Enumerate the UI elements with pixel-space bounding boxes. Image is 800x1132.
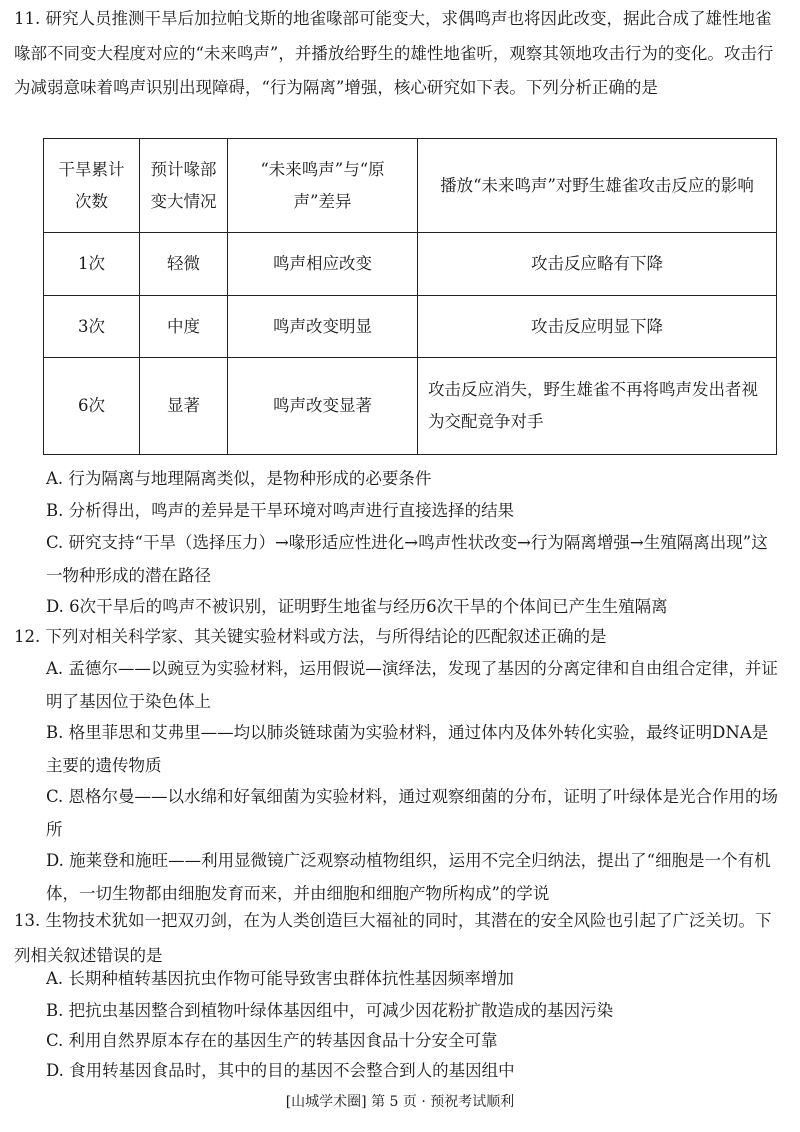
table-cell: 攻击反应明显下降: [418, 296, 777, 358]
question-11-stem: 11. 研究人员推测干旱后加拉帕戈斯的地雀喙部可能变大，求偶鸣声也将因此改变，据此合成了雄性地雀喙部不同变大程度对应的“未来鸣声”，并播放给野生的雄性地雀听，观察其领地攻击行为的变化。攻击行为减弱意味着鸣声识别出现障碍，“行为隔离”增强，核心研究如下表。下列分析正确的是: [14, 9, 774, 97]
table-cell: 中度: [140, 296, 228, 358]
table-header-cell: 预计喙部变大情况: [140, 139, 228, 233]
table-header-cell: 干旱累计次数: [44, 139, 140, 233]
question-12-stem: 12. 下列对相关科学家、其关键实验材料或方法，与所得结论的匹配叙述正确的是: [14, 627, 607, 646]
table-header-cell: 播放“未来鸣声”对野生雄雀攻击反应的影响: [418, 139, 777, 233]
table-cell: 3次: [44, 296, 140, 358]
table-row: [44, 358, 777, 455]
question-13-stem: 13. 生物技术犹如一把双刃剑，在为人类创造巨大福祉的同时，其潜在的安全风险也引起了广泛关切。下列相关叙述错误的是: [14, 911, 772, 965]
table-cell: 6次: [44, 358, 140, 455]
table-cell: 攻击反应略有下降: [418, 233, 777, 296]
question-12-option-a[interactable]: A. 孟德尔——以豌豆为实验材料，运用假说—演绎法，发现了基因的分离定律和自由组合定律，并证明了基因位于染色体上: [46, 659, 778, 711]
question-13-option-b[interactable]: B. 把抗虫基因整合到植物叶绿体基因组中，可减少因花粉扩散造成的基因污染: [46, 1001, 614, 1020]
table-cell: 鸣声改变明显: [228, 296, 418, 358]
table-cell: 显著: [140, 358, 228, 455]
table-row: [44, 233, 777, 296]
table-cell: 轻微: [140, 233, 228, 296]
question-12-option-b[interactable]: B. 格里菲思和艾弗里——均以肺炎链球菌为实验材料，通过体内及体外转化实验，最终证明DNA是主要的遗传物质: [46, 723, 769, 775]
table-row: [44, 296, 777, 358]
question-13-option-c[interactable]: C. 利用自然界原本存在的基因生产的转基因食品十分安全可靠: [46, 1031, 498, 1050]
question-11-option-a[interactable]: A. 行为隔离与地理隔离类似，是物种形成的必要条件: [46, 469, 432, 488]
question-13-option-d[interactable]: D. 食用转基因食品时，其中的目的基因不会整合到人的基因组中: [46, 1061, 515, 1080]
page-footer: [山城学术圈] 第 5 页 · 预祝考试顺利: [285, 1094, 515, 1110]
table-header-cell: “未来鸣声”与“原声”差异: [228, 139, 418, 233]
table-cell: 鸣声相应改变: [228, 233, 418, 296]
table-header-row: [44, 139, 777, 233]
table-cell: 攻击反应消失，野生雄雀不再将鸣声发出者视为交配竞争对手: [418, 358, 777, 455]
question-11-option-b[interactable]: B. 分析得出，鸣声的差异是干旱环境对鸣声进行直接选择的结果: [46, 501, 515, 520]
question-12-option-c[interactable]: C. 恩格尔曼——以水绵和好氧细菌为实验材料，通过观察细菌的分布，证明了叶绿体是光合作用的场所: [46, 787, 779, 839]
question-12-option-d[interactable]: D. 施莱登和施旺——利用显微镜广泛观察动植物组织，运用不完全归纳法，提出了“细胞是一个有机体，一切生物都由细胞发育而来，并由细胞和细胞产物所构成”的学说: [46, 851, 771, 903]
table-cell: 鸣声改变显著: [228, 358, 418, 455]
question-11-option-d[interactable]: D. 6次干旱后的鸣声不被识别，证明野生地雀与经历6次干旱的个体间已产生生殖隔离: [46, 597, 668, 616]
question-11-table: [43, 138, 777, 455]
question-13-option-a[interactable]: A. 长期种植转基因抗虫作物可能导致害虫群体抗性基因频率增加: [46, 969, 514, 988]
table-cell: 1次: [44, 233, 140, 296]
question-11-option-c[interactable]: C. 研究支持“干旱（选择压力）→喙形适应性进化→鸣声性状改变→行为隔离增强→生殖隔离出现”这一物种形成的潜在路径: [46, 533, 768, 585]
